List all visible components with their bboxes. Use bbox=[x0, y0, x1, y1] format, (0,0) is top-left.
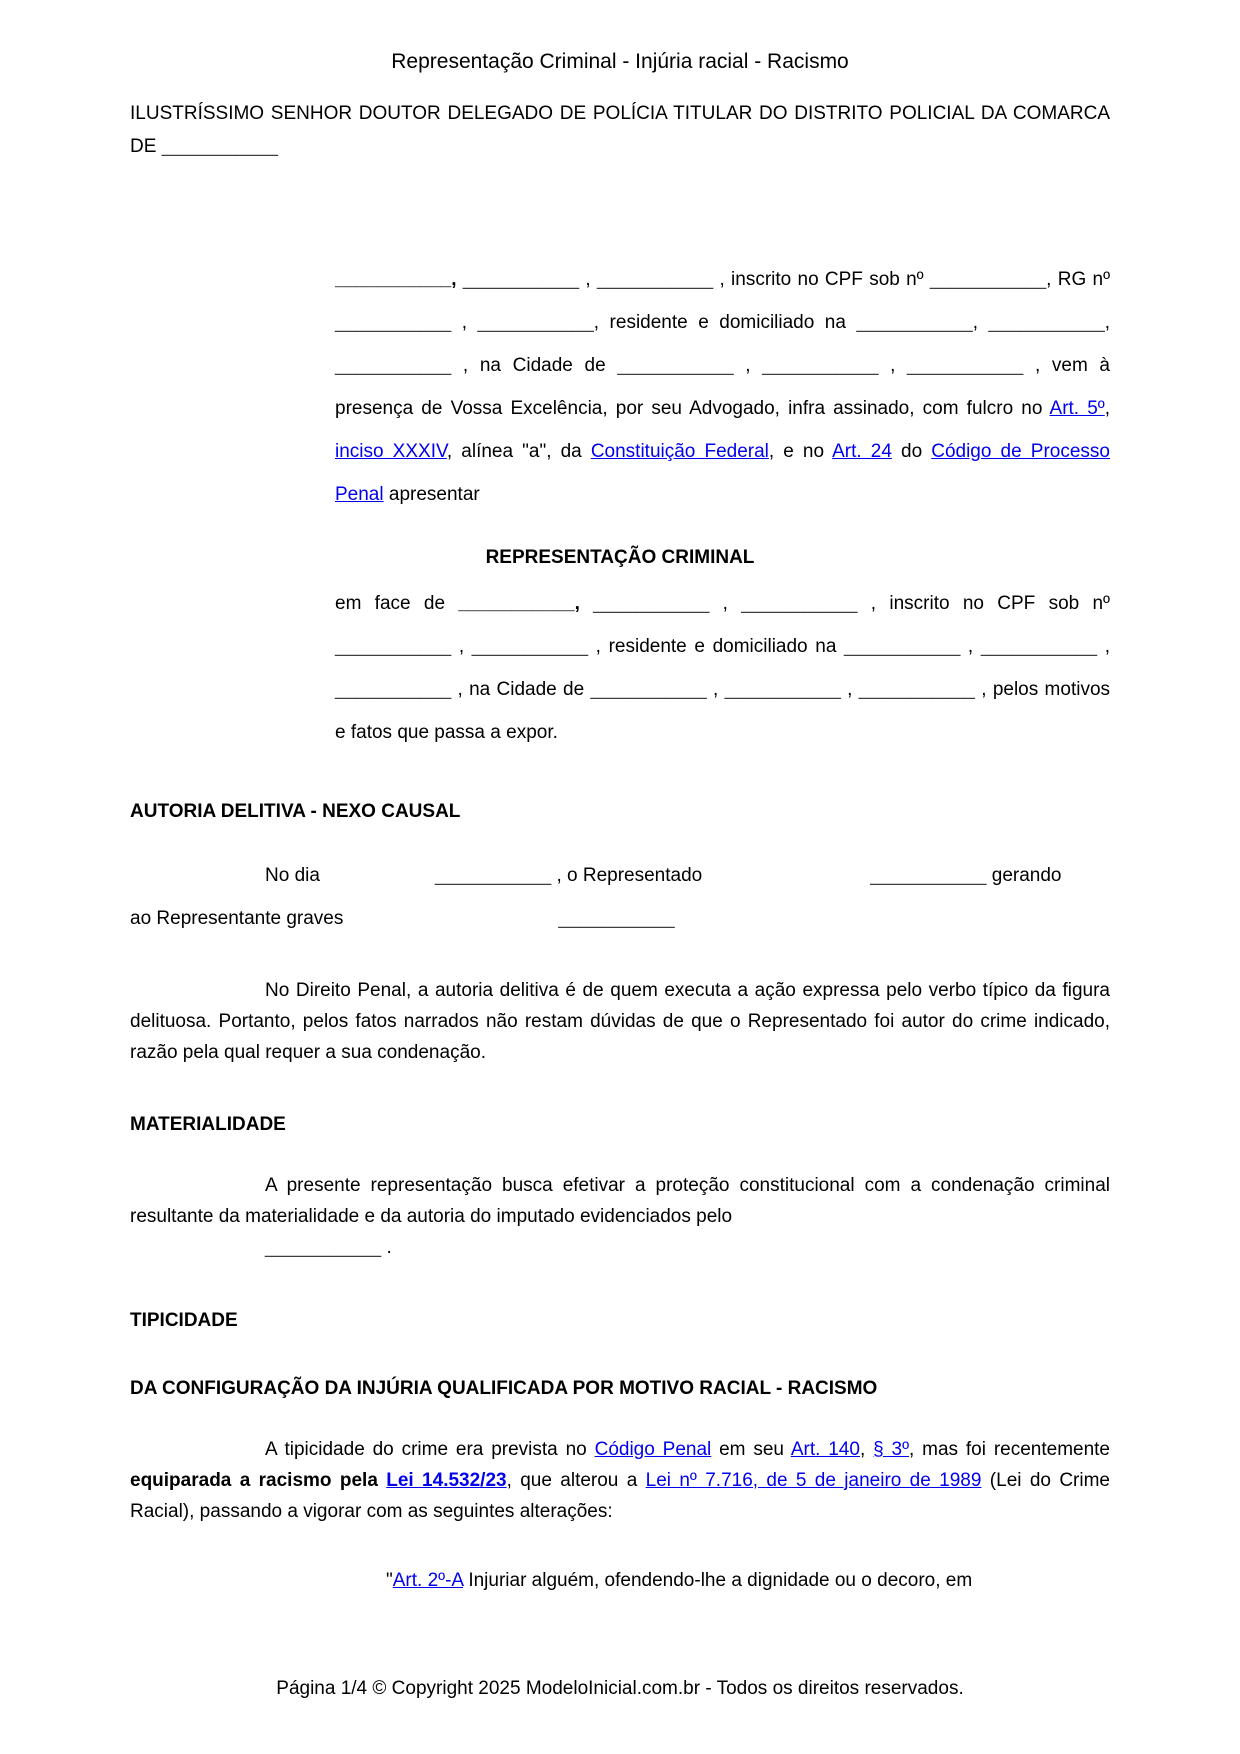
text-run: AUTORIA DELITIVA - NEXO CAUSAL bbox=[130, 800, 461, 822]
text-run: " bbox=[386, 1570, 393, 1591]
blank-field: ___________ bbox=[335, 269, 452, 291]
gap-spacer bbox=[702, 879, 870, 881]
text-run: , bbox=[1104, 398, 1110, 420]
fact-paragraph bbox=[130, 855, 1110, 941]
link-art-2a[interactable]: Art. 2º-A bbox=[392, 1570, 464, 1591]
gap-spacer bbox=[320, 879, 435, 881]
blank-field: ___________ bbox=[762, 355, 879, 377]
page-footer: Página 1/4 © Copyright 2025 ModeloInicial.com.br - Todos os direitos reservados. bbox=[276, 1678, 964, 1699]
blank-field: ___________ bbox=[988, 312, 1105, 334]
text-run: , residente e domiciliado na bbox=[593, 312, 857, 334]
autoria-body-paragraph bbox=[130, 975, 1110, 1068]
blank-field: ___________ bbox=[558, 907, 675, 929]
blank-field: ___________ bbox=[741, 592, 858, 614]
text-run: TIPICIDADE bbox=[130, 1309, 238, 1331]
text-run: , alínea "a", da bbox=[446, 441, 591, 463]
link-paragrafo-3[interactable]: § 3º bbox=[873, 1438, 910, 1460]
blank-field: ___________ bbox=[596, 269, 714, 291]
text-run: gerando bbox=[986, 864, 1062, 886]
text-run: , bbox=[1104, 312, 1110, 334]
text-run: , o Representado bbox=[551, 864, 703, 886]
text-run: , bbox=[706, 678, 725, 700]
materialidade-paragraph bbox=[130, 1170, 1110, 1263]
addressee-paragraph bbox=[130, 98, 1110, 163]
blank-field: ___________ bbox=[724, 678, 841, 700]
text-run: No dia bbox=[265, 864, 320, 886]
blank-field: ___________ bbox=[265, 1237, 382, 1259]
gap-spacer bbox=[343, 922, 558, 924]
text-run: , bbox=[878, 355, 908, 377]
text-run: , inscrito no CPF sob nº bbox=[713, 269, 930, 291]
text-run: Injuriar alguém, ofendendo-lhe a dignidade ou o decoro, em bbox=[463, 1570, 973, 1591]
text-run: MATERIALIDADE bbox=[130, 1114, 286, 1136]
text-run: No Direito Penal, a autoria delitiva é de quem executa a ação expressa pelo verbo típico da figura delituosa. Portanto, pelos fatos narrados não restam dúvidas de que o Representado foi autor do crime indicado, razão pela qual requer a sua condenação. bbox=[130, 979, 1110, 1063]
link-lei-14532[interactable]: Lei 14.532/23 bbox=[386, 1469, 507, 1491]
text-run: , bbox=[733, 355, 763, 377]
blank-field: ___________ bbox=[907, 355, 1024, 377]
link-art-5[interactable]: Art. 5º bbox=[1049, 398, 1105, 420]
blank-field: ___________ bbox=[870, 864, 987, 886]
blank-field: ___________ bbox=[335, 312, 452, 334]
link-constituicao-federal[interactable]: Constituição Federal bbox=[590, 441, 769, 463]
text-run: , vem à presença de Vossa Excelência, por seu Advogado, infra assinado, com fulcro no bbox=[335, 355, 1111, 420]
blank-field: ___________ bbox=[929, 269, 1047, 291]
text-run: , bbox=[451, 312, 478, 334]
blank-field: ___________ bbox=[844, 635, 961, 657]
text-run: . bbox=[381, 1237, 392, 1259]
text-run: , bbox=[574, 592, 594, 614]
blank-field: ___________ bbox=[458, 592, 575, 614]
link-codigo-processo-penal[interactable]: Código de Processo Penal bbox=[335, 441, 1110, 506]
text-run: , RG nº bbox=[1046, 269, 1111, 291]
link-art-140[interactable]: Art. 140 bbox=[790, 1438, 860, 1460]
link-lei-7716[interactable]: Lei nº 7.716, de 5 de janeiro de 1989 bbox=[645, 1469, 982, 1491]
facing-paragraph bbox=[335, 583, 1110, 755]
text-run: , pelos motivos e fatos que passa a expor. bbox=[335, 678, 1111, 743]
gap-spacer bbox=[130, 1251, 265, 1253]
blank-field: ___________ bbox=[462, 269, 580, 291]
text-run: ILUSTRÍSSIMO SENHOR DOUTOR DELEGADO DE POLÍCIA TITULAR DO DISTRITO POLICIAL DA COMARCA DE bbox=[130, 103, 1110, 157]
blank-field: ___________ bbox=[980, 635, 1098, 657]
blank-field: ___________ bbox=[590, 678, 707, 700]
text-run: A tipicidade do crime era prevista no bbox=[265, 1438, 595, 1460]
blank-field: ___________ bbox=[858, 678, 975, 700]
text-run: , residente e domiciliado na bbox=[588, 635, 845, 657]
text-run: DA CONFIGURAÇÃO DA INJÚRIA QUALIFICADA POR MOTIVO RACIAL - RACISMO bbox=[130, 1377, 878, 1399]
text-run: , mas foi recentemente bbox=[909, 1438, 1110, 1460]
representacao-heading bbox=[130, 547, 1110, 569]
qualification-paragraph bbox=[335, 259, 1110, 517]
text-run: , bbox=[709, 592, 742, 614]
tipicidade-paragraph bbox=[130, 1434, 1110, 1527]
materialidade-heading bbox=[130, 1114, 1110, 1136]
text-run: , e no bbox=[768, 441, 833, 463]
text-run: , bbox=[451, 635, 472, 657]
text-run: do bbox=[891, 441, 932, 463]
text-run: em seu bbox=[711, 1438, 791, 1460]
blank-field: ___________ bbox=[856, 312, 973, 334]
text-run: , bbox=[1097, 635, 1110, 657]
blank-field: ___________ bbox=[335, 678, 452, 700]
autoria-heading bbox=[130, 801, 1110, 823]
text-run: , bbox=[960, 635, 981, 657]
blank-field: ___________ bbox=[335, 355, 452, 377]
document-title bbox=[130, 50, 1110, 74]
blank-field: ___________ bbox=[477, 312, 594, 334]
blank-field: ___________ bbox=[434, 864, 552, 886]
text-run: em face de bbox=[335, 592, 459, 614]
text-run: apresentar bbox=[383, 484, 480, 506]
text-run: (Lei do Crime Racial), passando a vigorar com as seguintes alterações: bbox=[130, 1469, 1110, 1522]
text-run: A presente representação busca efetivar a proteção constitucional com a condenação criminal resultante da materialidade e da autoria do imputado evidenciados pelo bbox=[130, 1175, 1110, 1228]
link-art-24[interactable]: Art. 24 bbox=[832, 441, 892, 463]
text-run: , bbox=[451, 269, 463, 291]
blank-field: ___________ bbox=[471, 635, 589, 657]
text-run: , bbox=[840, 678, 859, 700]
text-run: , inscrito no CPF sob nº bbox=[857, 592, 1110, 614]
text-run: equiparada a racismo pela bbox=[130, 1469, 387, 1491]
text-run: Representação Criminal - Injúria racial - Racismo bbox=[391, 50, 849, 73]
text-run: , bbox=[859, 1438, 874, 1460]
text-run: ao Representante graves bbox=[130, 907, 344, 929]
blank-field: ___________ bbox=[617, 355, 734, 377]
text-run: , bbox=[579, 269, 597, 291]
blank-field: ___________ bbox=[161, 135, 278, 157]
tipicidade-heading bbox=[130, 1310, 1110, 1332]
configuracao-heading bbox=[130, 1378, 1110, 1400]
text-run: , que alterou a bbox=[506, 1469, 646, 1491]
link-codigo-penal[interactable]: Código Penal bbox=[594, 1438, 712, 1460]
text-run: REPRESENTAÇÃO CRIMINAL bbox=[485, 546, 755, 568]
blank-field: ___________ bbox=[593, 592, 710, 614]
link-inciso-xxxiv[interactable]: inciso XXXIV bbox=[335, 441, 447, 463]
blank-field: ___________ bbox=[335, 635, 452, 657]
quote-paragraph bbox=[386, 1565, 1110, 1596]
text-run: , na Cidade de bbox=[451, 355, 618, 377]
text-run: , na Cidade de bbox=[451, 678, 591, 700]
text-run: , bbox=[972, 312, 989, 334]
